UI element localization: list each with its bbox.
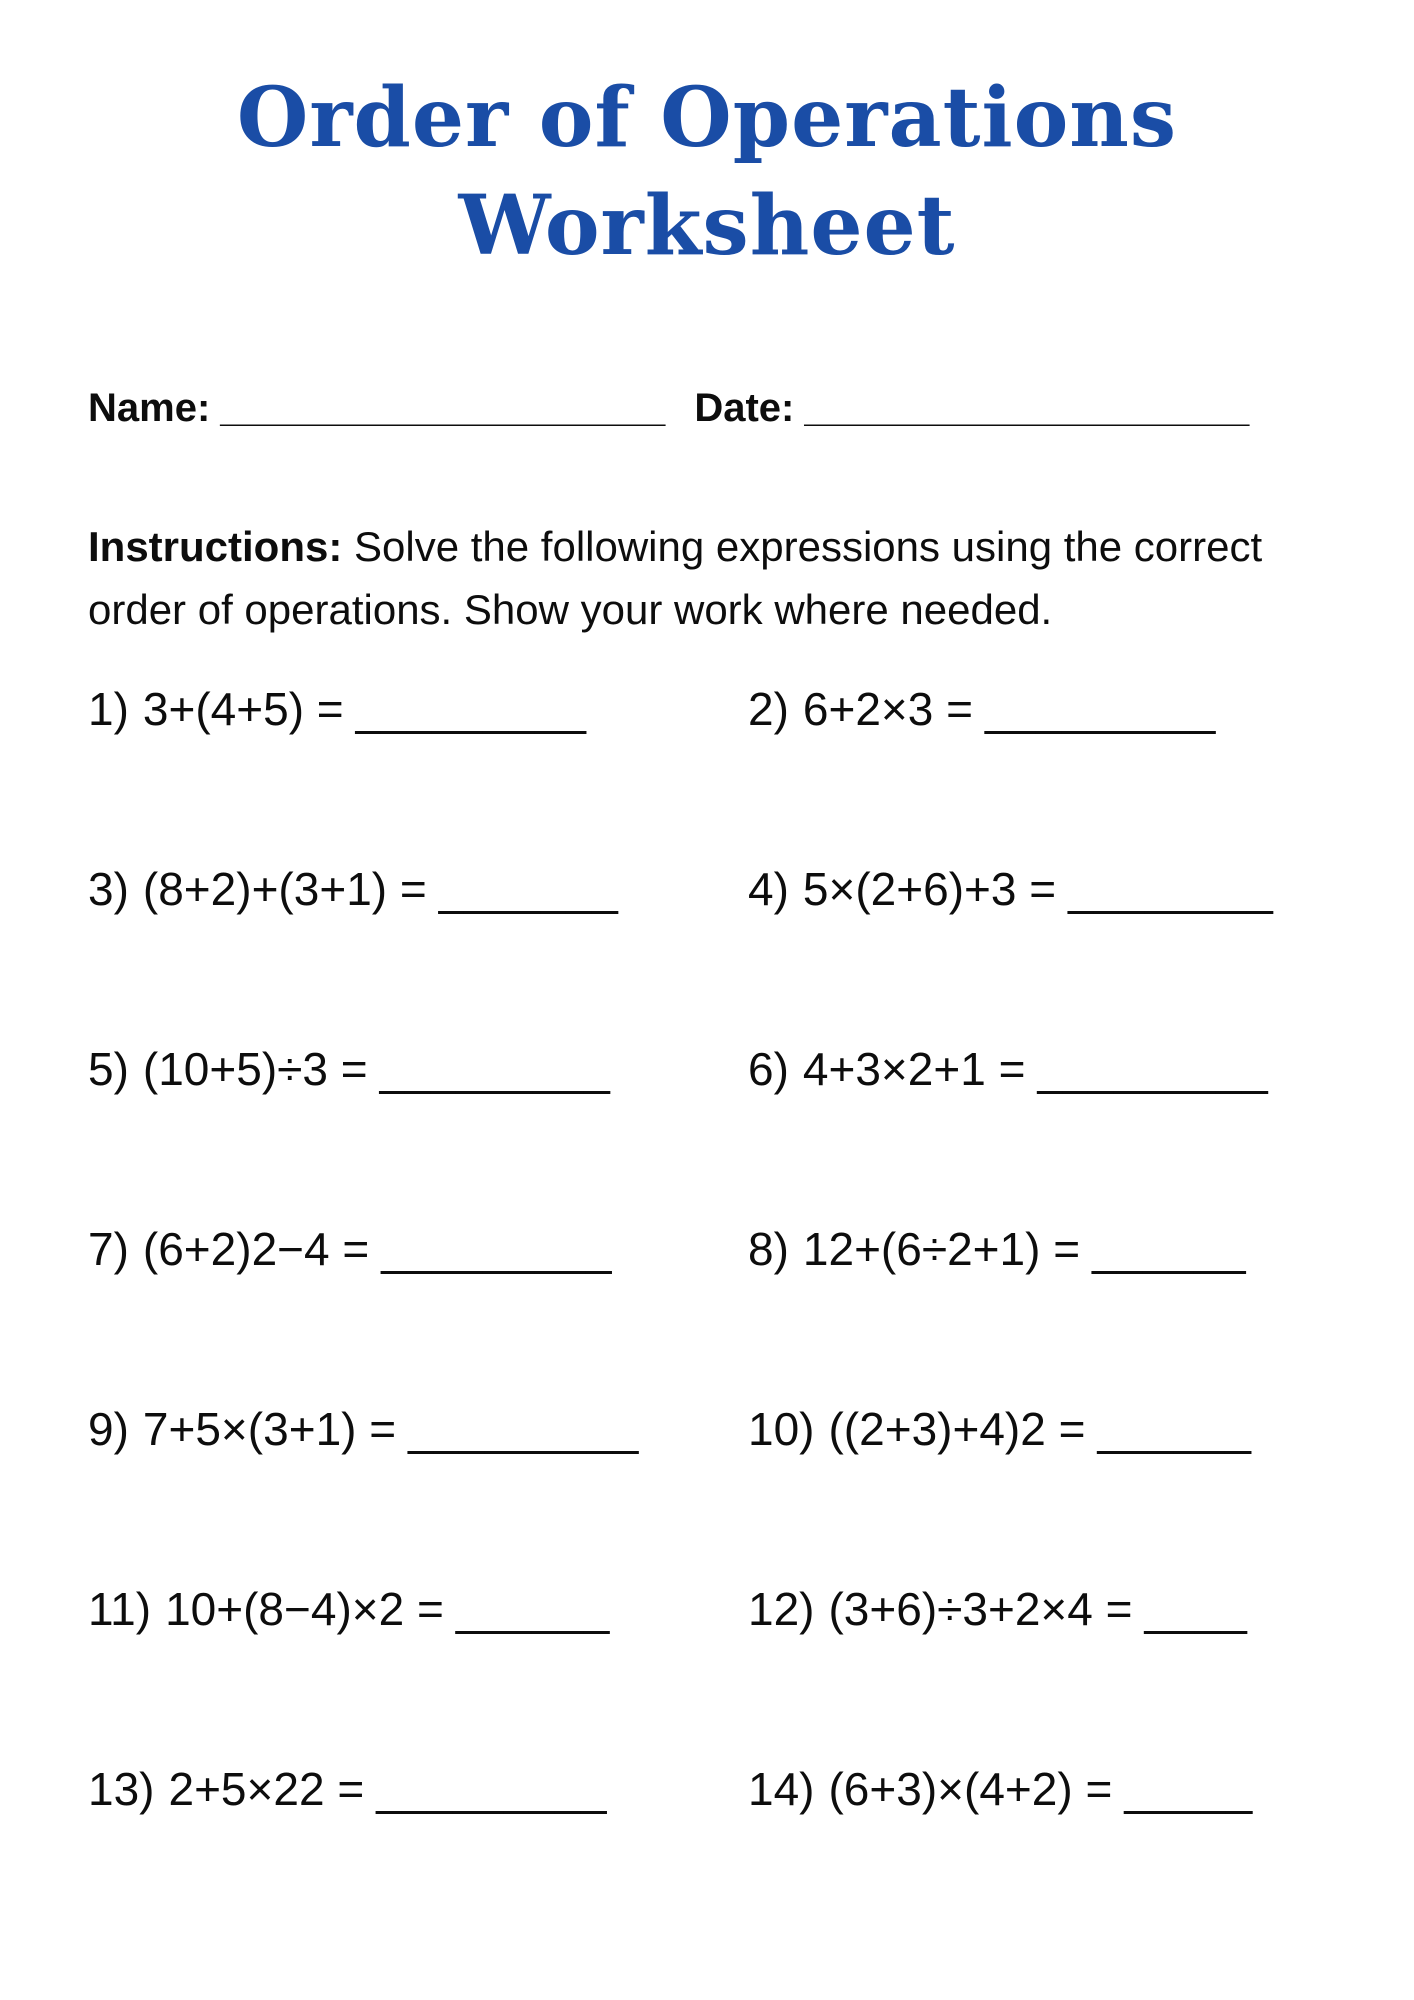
problem-item-13 (88, 1763, 748, 1815)
problem-item-9 (88, 1403, 748, 1455)
problem-expression: 6+2×3 = (802, 683, 974, 736)
instructions-paragraph (88, 515, 1268, 641)
problem-number: 11) (88, 1583, 152, 1636)
problem-number: 12) (748, 1583, 815, 1636)
answer-blank-line: _____ (1124, 1763, 1253, 1816)
problem-row-6 (88, 1583, 1326, 1635)
date-blank-line: ____________________ (804, 386, 1250, 431)
problem-row-5 (88, 1403, 1326, 1455)
problem-item-2 (748, 683, 1326, 735)
problem-item-7 (88, 1223, 748, 1275)
problem-number: 5) (88, 1043, 129, 1096)
name-blank-line: ____________________ (220, 386, 666, 431)
problem-number: 7) (88, 1223, 129, 1276)
problem-item-6 (748, 1043, 1326, 1095)
answer-blank-line: ______ (455, 1583, 610, 1636)
answer-blank-line: _______ (438, 863, 618, 916)
answer-blank-line: _________ (379, 1043, 610, 1096)
page-title-line1: Order of Operations (236, 70, 1178, 166)
answer-blank-line: ____ (1144, 1583, 1247, 1636)
problem-row-2 (88, 863, 1326, 915)
name-label: Name: (88, 386, 211, 431)
problem-expression: 2+5×22 = (168, 1763, 365, 1816)
problem-number: 4) (748, 863, 789, 916)
problem-expression: ((2+3)+4)2 = (828, 1403, 1086, 1456)
problem-expression: 7+5×(3+1) = (142, 1403, 397, 1456)
problem-expression: 4+3×2+1 = (802, 1043, 1026, 1096)
problem-number: 3) (88, 863, 129, 916)
answer-blank-line: _________ (381, 1223, 612, 1276)
problem-number: 2) (748, 683, 789, 736)
problem-item-12 (748, 1583, 1326, 1635)
problem-item-11 (88, 1583, 748, 1635)
answer-blank-line: _________ (376, 1763, 607, 1816)
problem-number: 10) (748, 1403, 815, 1456)
problem-row-1 (88, 683, 1326, 735)
problem-item-8 (748, 1223, 1326, 1275)
problem-number: 1) (88, 683, 129, 736)
answer-blank-line: ______ (1092, 1223, 1246, 1276)
problem-item-14 (748, 1763, 1326, 1815)
problem-expression: 5×(2+6)+3 = (802, 863, 1057, 916)
instructions-text: Solve the following expressions using the correct order of operations. Show your work where needed. (88, 523, 1263, 634)
problem-item-4 (748, 863, 1326, 915)
problem-expression: (8+2)+(3+1) = (142, 863, 427, 916)
page-title (88, 64, 1326, 280)
problems-list (88, 683, 1326, 1815)
problem-item-3 (88, 863, 748, 915)
problem-item-1 (88, 683, 748, 735)
page-title-line2: Worksheet (458, 178, 956, 275)
problem-row-3 (88, 1043, 1326, 1095)
problem-item-5 (88, 1043, 748, 1095)
answer-blank-line: _________ (355, 683, 586, 736)
problem-expression: 3+(4+5) = (142, 683, 344, 736)
problem-number: 9) (88, 1403, 129, 1456)
name-date-row (88, 386, 1326, 431)
answer-blank-line: ______ (1097, 1403, 1251, 1456)
answer-blank-line: _________ (1037, 1043, 1268, 1096)
problem-expression: 10+(8−4)×2 = (165, 1583, 444, 1636)
answer-blank-line: ________ (1068, 863, 1273, 916)
answer-blank-line: _________ (408, 1403, 639, 1456)
problem-expression: (6+2)2−4 = (142, 1223, 370, 1276)
problem-number: 13) (88, 1763, 155, 1816)
problem-number: 14) (748, 1763, 815, 1816)
problem-row-4 (88, 1223, 1326, 1275)
problem-number: 8) (748, 1223, 789, 1276)
instructions-label: Instructions: (88, 523, 343, 571)
problem-expression: (3+6)÷3+2×4 = (828, 1583, 1133, 1636)
answer-blank-line: _________ (985, 683, 1216, 736)
problem-row-7 (88, 1763, 1326, 1815)
problem-item-10 (748, 1403, 1326, 1455)
date-label: Date: (694, 386, 795, 431)
problem-number: 6) (748, 1043, 789, 1096)
problem-expression: (6+3)×(4+2) = (828, 1763, 1113, 1816)
problem-expression: 12+(6÷2+1) = (802, 1223, 1081, 1276)
problem-expression: (10+5)÷3 = (142, 1043, 368, 1096)
